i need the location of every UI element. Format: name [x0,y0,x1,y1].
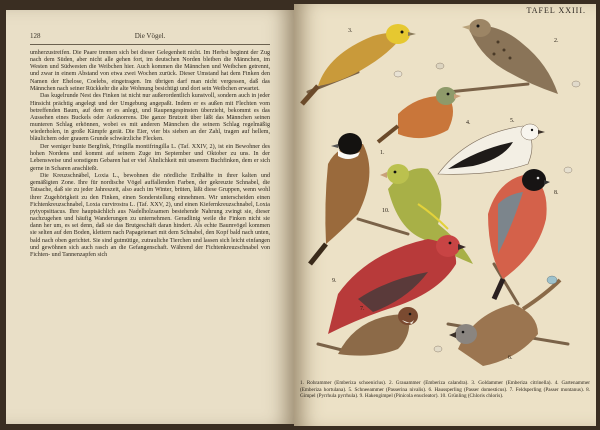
bird-schneeammer [438,124,545,174]
plate-number: 4. [466,120,471,126]
bird-rohrammer [310,133,369,264]
running-title: Die Vögel. [134,32,166,40]
paragraph: Der weniger bunte Bergfink, Fringilla montifringilla L. (Taf. XXIV, 2), ist ein Bewohner des hohen Nordens und kommt auf seinem Zuge im September und Oktober zu uns. In der Lebensweise und sonstigem Gebaren hat er viel Ähnlichkeit mit unserem Buchfinken, dem er sich gerne in Scharen anschließt. [30,144,270,172]
plate-number: 7. [360,306,365,312]
paragraph: Die Kreuzschnäbel, Loxia L., bewohnen die nördliche Erdhälfte in ihrer kalten und gemäßigten Zone. Ihre für nordische Vögel auffallenden Farben, der gekreuzte Schnabel, die Tatsache, daß sie zu jeder Jahreszeit, also auch im Winter, brüten, läßt diese Gruppen, wenn wohl ihrer Zugehörigkeit zu den Finken, einen Sonderstellung einnehmen. Wir unterscheiden einen Fichtenkreuzschnabel, Loxia curvirostra L. (Taf. XXV, 2), und einen Kiefernkreuzschnabel, Loxia pytyopsittacus. Ihre hauptsächlich aus Nadelholzsamen bestehende Nahrung zwingt sie, dieser nachzugehen und häufig Wanderungen zu unternehmen. Geradlinig weile die Finken nicht sie dann her um, es sei denn, daß sie das Brutgeschäft daran hindert. Als echte Baumvögel kommen sie selten auf den Boden, klettern nach Papageienart mit dem Schnabel, den Kopf bald nach unten, bald nach oben gerichtet. Sie sind gutmütige, zutrauliche Tierchen und lassen sich leicht einfangen und gewöhnen sich auch rasch an die Gefangenschaft. Während der Fichtenkreuzschnabel von Fichten- und Tannenzapfen sich [30,173,270,258]
plate-number: 8. [554,190,559,196]
bird-plate-illustration [298,14,590,376]
paragraph: umherzustreifen. Die Paare trennen sich bei dieser Gelegenheit nicht. Im Herbst beginnt der Zug nach dem Süden, aber nicht alle gehen fort, im deutschen Norden bleiben die Männchen, im Westen und Südwesten die Weibchen hier. Auch kommen die Männchen und Weibchen getrennt, und zwar in einem Abstand von etwa zwei Wochen zurück. Dieser Umstand hat dem Finken den Namen der Ehelose, Coelebs, eingetragen. Im übrigen darf man nicht vergessen, daß das Männchen nach seiner Rückkehr die alte Wohnung besichtigt und dort sein Weibchen erwartet. [30,50,270,92]
plate-number: 2. [554,38,559,44]
body-text [30,50,270,260]
page-number: 128 [30,32,41,40]
bird-gimpel [488,169,550,299]
bird-grauammer [462,19,558,94]
paragraph: Das kugelrunde Nest des Finken ist nicht nur außerordentlich kunstvoll, sondern auch in jeder Hinsicht prächtig angelegt und der Umgebung angepaßt. Indem er es außen mit Flechten vom betreffenden Baum, auf dem er es anlegt, und Raupengespinsten überzieht, bekommt es das Aussehen eines Buckels oder Astknorrens. Die ganze Brutzeit über läßt das Männchen seinen munteren Schlag erkönnen, wobei es mit anderen Männchen die seinem Schlag regelmäßig wiederholen, in große Kämpfe gerät. Die Eier, vier bis sieben an der Zahl, tragen auf hellem, bläulichem oder grauem Grunde schwärzliche Flecken. [30,93,270,143]
plate-number: 3. [348,28,353,34]
plate-number: 5. [510,118,515,124]
bird-goldammer [302,24,416,104]
bird-haussperling [449,280,560,366]
plate-number: 6. [508,355,513,361]
plate-number: 9. [332,278,337,284]
plate-number: 10. [382,208,390,214]
running-head [30,32,270,45]
plate-number: 1. [380,150,385,156]
bird-gartenammer [378,87,461,142]
plate-title: TAFEL XXIII. [526,6,586,15]
plate-caption: 1. Rohrammer (Emberiza schoeniclus). 2. Grauammer (Emberiza calandra). 3. Goldammer (Emberiza citrinella). 4. Gartenammer (Emberiza hortulana). 5. Schneeammer (Passerina nivalis). 6. Haussperling (Passer domesticus). 7. Feldsperling (Passer montanus). 8. Gimpel (Pyrrhula pyrrhula). 9. Hakengimpel (Pinicola enucleator). 10. Grünling (Chloris chloris). [300,380,590,400]
